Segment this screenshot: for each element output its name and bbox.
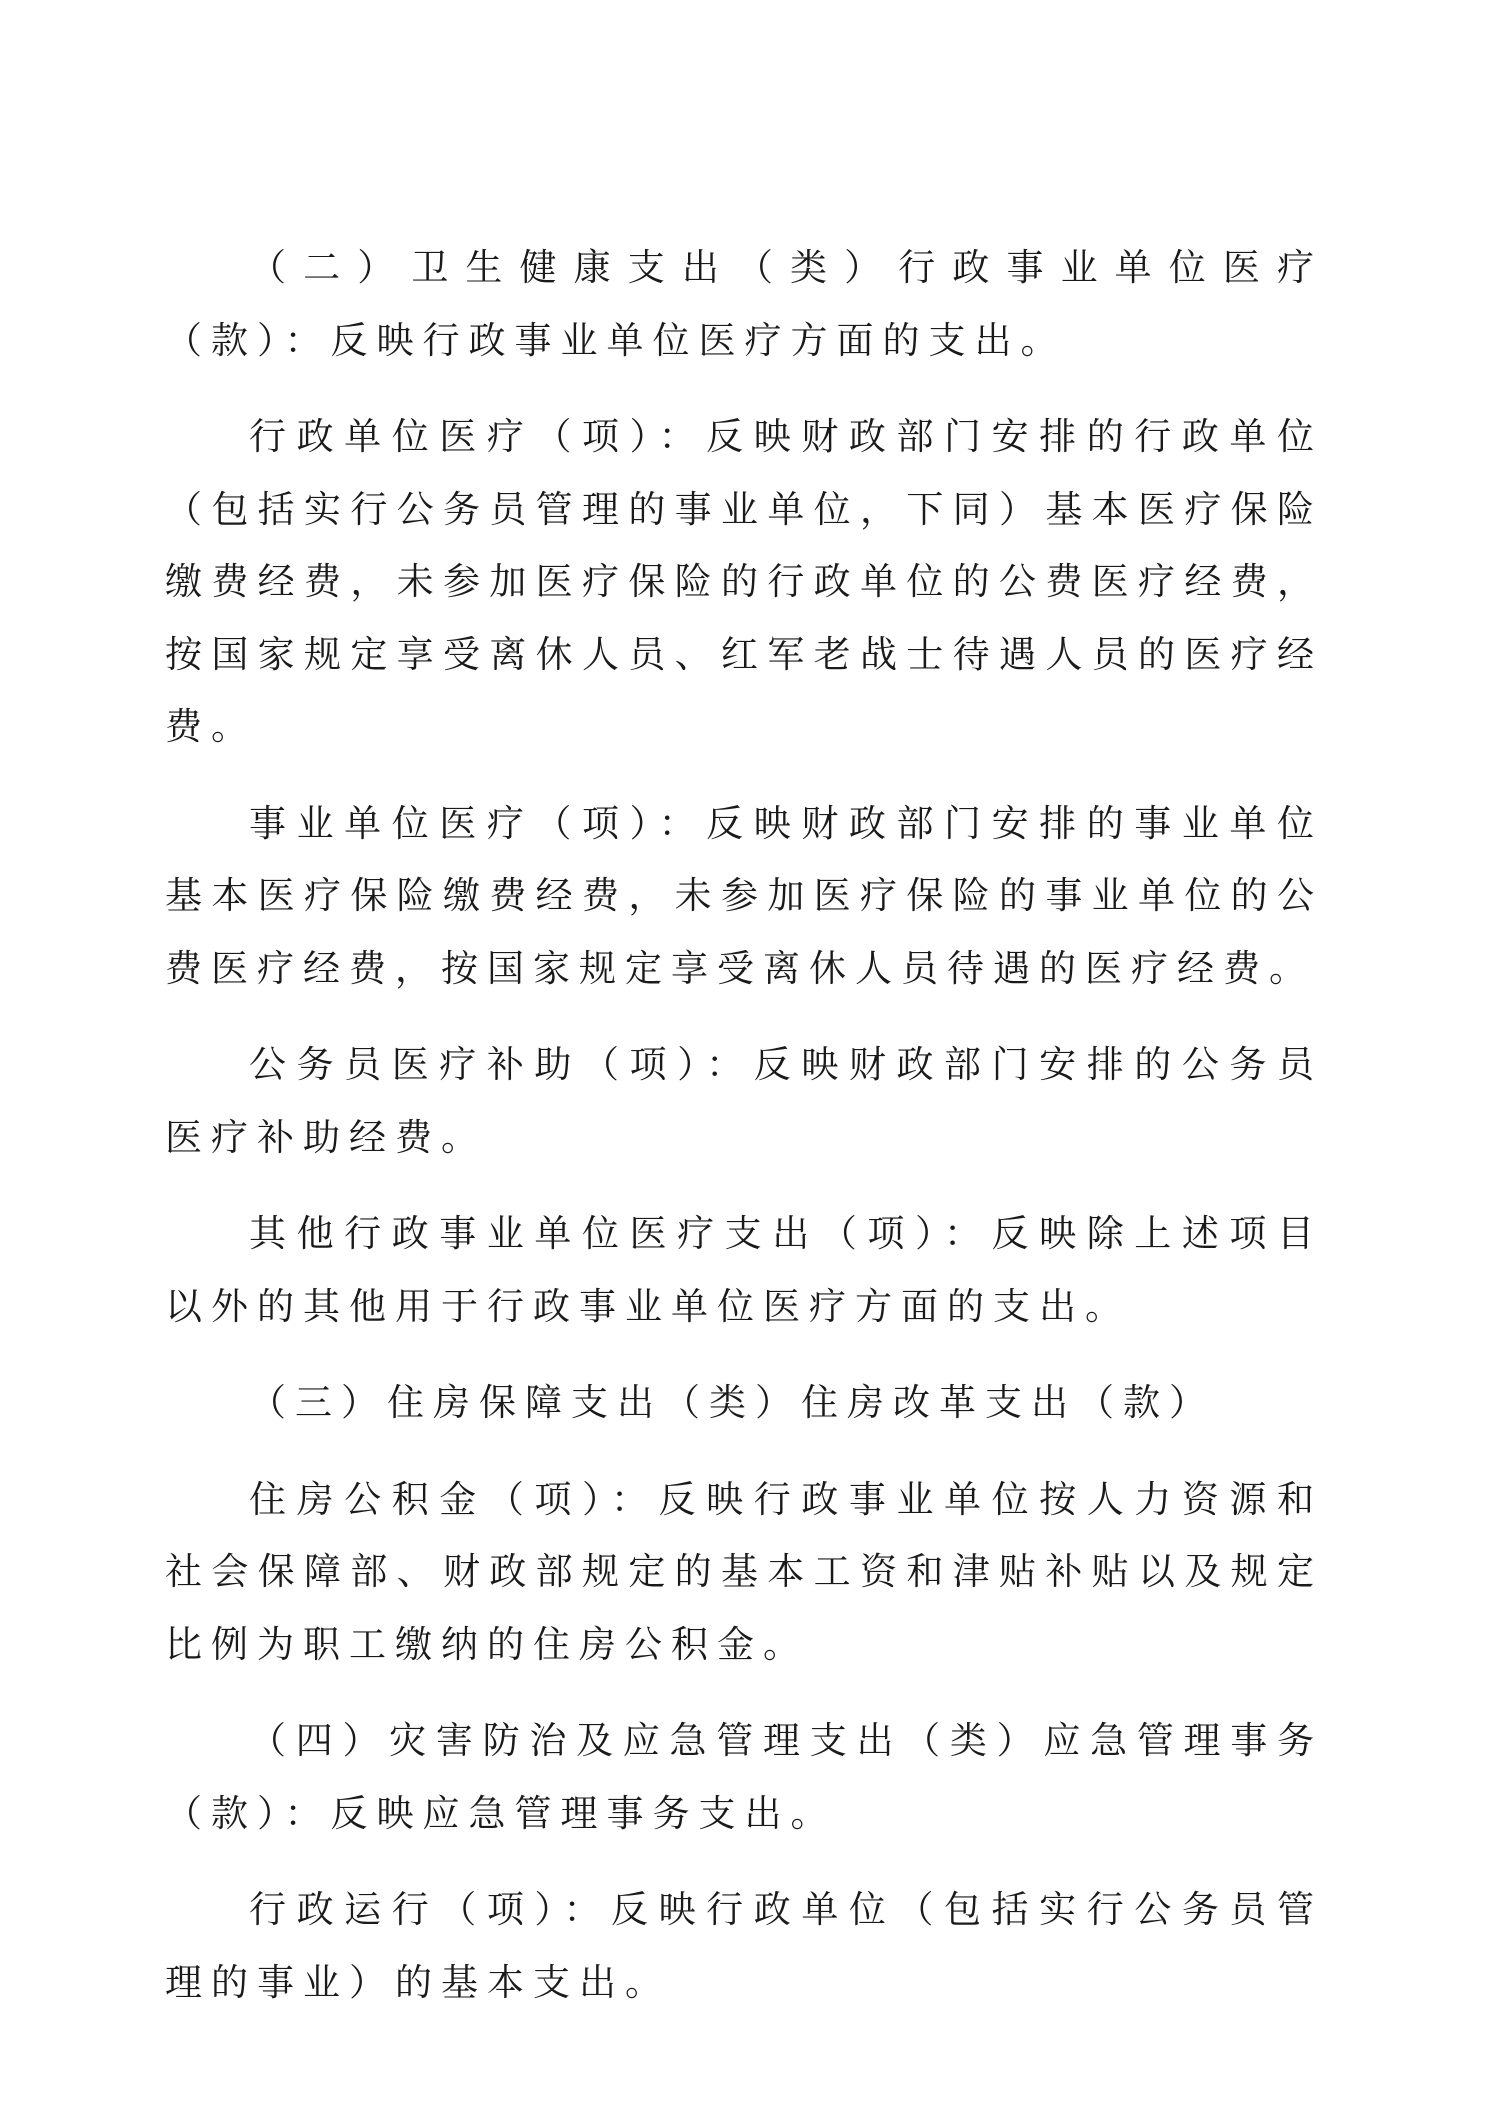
- document-body: [165, 232, 1323, 2019]
- paragraph-housing-category: （三）住房保障支出（类）住房改革支出（款）: [249, 1381, 1215, 1424]
- paragraph-administrative-operation: 行政运行（项）：反映行政单位（包括实行公务员管理的事业）的基本支出。: [165, 1888, 1323, 2004]
- paragraph-administrative-unit-medical: 行政单位医疗（项）：反映财政部门安排的行政单位（包括实行公务员管理的事业单位，下同）基本医疗保险缴费经费，未参加医疗保险的行政单位的公费医疗经费，按国家规定享受离休人员、红军老战士待遇人员的医疗经费。: [165, 415, 1323, 748]
- paragraph-health-medical-category: （二）卫生健康支出（类）行政事业单位医疗（款）：反映行政事业单位医疗方面的支出。: [165, 246, 1323, 362]
- paragraph-housing-provident-fund: 住房公积金（项）：反映行政事业单位按人力资源和社会保障部、财政部规定的基本工资和津贴补贴以及规定比例为职工缴纳的住房公积金。: [165, 1477, 1323, 1666]
- paragraph-civil-servant-medical-subsidy: 公务员医疗补助（项）：反映财政部门安排的公务员医疗补助经费。: [165, 1043, 1323, 1159]
- paragraph-emergency-management-category: （四）灾害防治及应急管理支出（类）应急管理事务（款）：反映应急管理事务支出。: [165, 1719, 1323, 1835]
- paragraph-public-institution-medical: 事业单位医疗（项）：反映财政部门安排的事业单位基本医疗保险缴费经费，未参加医疗保险的事业单位的公费医疗经费，按国家规定享受离休人员待遇的医疗经费。: [165, 801, 1323, 990]
- paragraph-other-medical-expenditure: 其他行政事业单位医疗支出（项）：反映除上述项目以外的其他用于行政事业单位医疗方面的支出。: [165, 1212, 1323, 1328]
